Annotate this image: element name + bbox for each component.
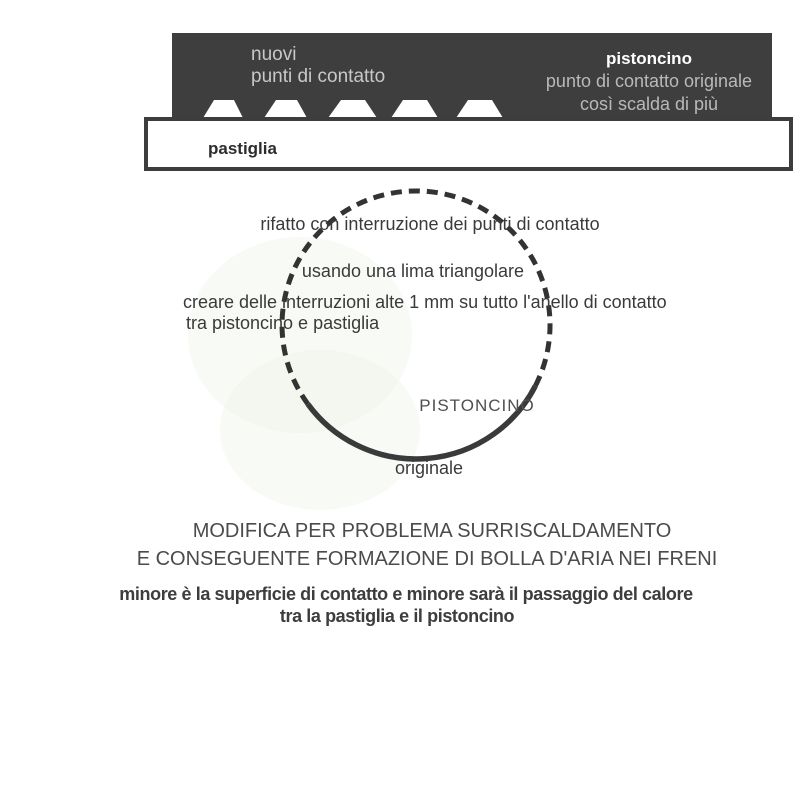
footer-explanation-line1: minore è la superficie di contatto e minore sarà il passaggio del calore — [119, 584, 693, 604]
piston-label-block — [546, 47, 752, 116]
footer-title-line2: E CONSEGUENTE FORMAZIONE DI BOLLA D'ARIA NEI FRENI — [136, 548, 718, 570]
new-contact-points-label — [251, 44, 385, 88]
piston-title: pistoncino — [606, 49, 692, 68]
instruction-line2: tra pistoncino e pastiglia — [186, 313, 380, 333]
rework-note: rifatto con interruzione dei punti di contatto — [260, 214, 600, 234]
ring-piston-caption: PISTONCINO — [419, 396, 535, 415]
new-contact-points-line1: nuovi — [251, 44, 297, 65]
pad-label: pastiglia — [208, 139, 277, 158]
original-contact-note-line2: così scalda di più — [579, 94, 719, 114]
ring-original-caption: originale — [394, 458, 464, 478]
faint-highlight-blob — [220, 350, 420, 510]
footer-title-line1: MODIFICA PER PROBLEMA SURRISCALDAMENTO — [192, 520, 672, 542]
tool-note: usando una lima triangolare — [301, 261, 525, 281]
new-contact-points-line2: punti di contatto — [251, 66, 386, 87]
original-contact-note-line1: punto di contatto originale — [545, 71, 753, 91]
instruction-line1: creare delle interruzioni alte 1 mm su tutto l'anello di contatto — [183, 292, 667, 312]
footer-explanation-line2: tra la pastiglia e il pistoncino — [279, 606, 515, 626]
